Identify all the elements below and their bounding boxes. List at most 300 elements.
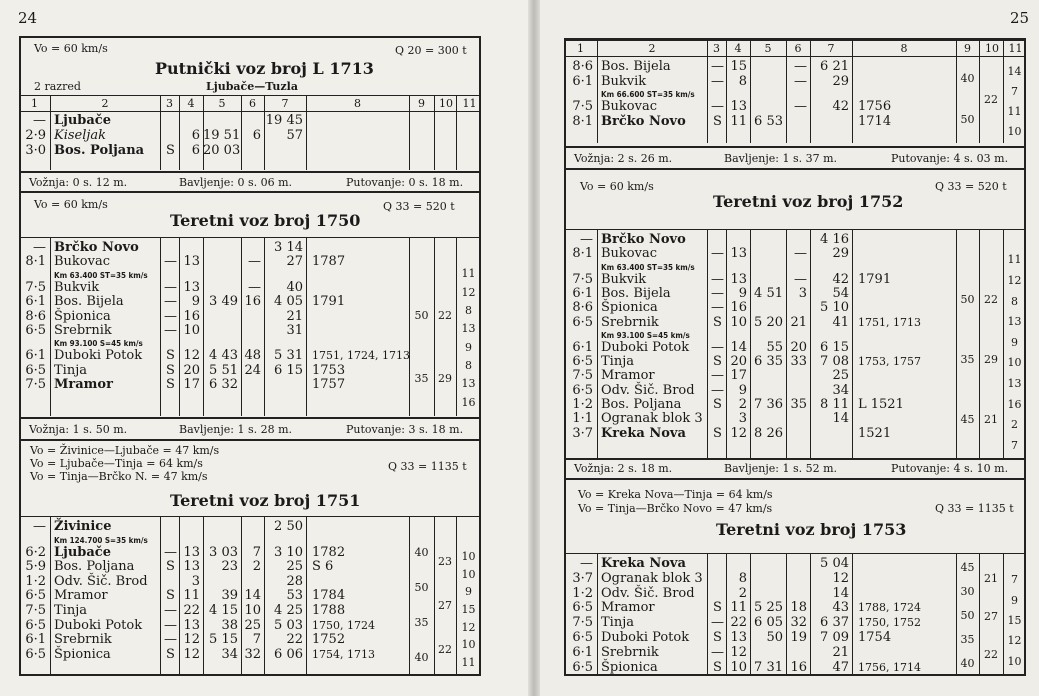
t1752-row-km: 3·7: [572, 425, 593, 441]
rtop-row-c3: —: [711, 99, 724, 115]
l1713-col-rule: [456, 111, 457, 170]
t1750-row-c3: —: [164, 254, 177, 270]
t1752-row-c4: 2: [738, 397, 747, 412]
t1750-title: Teretni voz broj 1750: [170, 211, 361, 230]
t1753-row-station: Duboki Potok: [601, 630, 690, 645]
t1751-q: Q 33 = 1135 t: [388, 460, 467, 473]
t1752-col11-value: 11: [1007, 253, 1022, 267]
l1713-row-c4: 6: [191, 128, 200, 143]
t1750-row-c7: 27: [286, 254, 303, 270]
t1751-row-station: Tinja: [54, 603, 87, 618]
t1752-row-c7: 7 08: [820, 354, 849, 370]
rtop-row-c7: 29: [832, 73, 849, 89]
t1751-row-c8: 1752: [312, 632, 346, 648]
t1752-row-c7: 34: [832, 382, 849, 398]
t1751-row-c7: 53: [286, 588, 303, 604]
t1753-row-c6: 32: [790, 615, 807, 631]
t1751-row-c5: 39: [221, 588, 238, 604]
l1713-row-c7: 19 45: [265, 113, 303, 128]
t1751-row-c3: —: [164, 617, 177, 633]
t1753-row-c6: 16: [790, 659, 807, 675]
t1752-col-rule: [707, 230, 708, 458]
t1753-row-station: Tinja: [601, 615, 634, 631]
l1713-putovanje: Putovanje: 0 s. 18 m.: [346, 176, 464, 189]
t1750-row-c3: —: [164, 323, 177, 338]
t1750-col11-value: 11: [461, 267, 476, 281]
t1753-row-c5: 7 31: [754, 659, 783, 675]
rtop-col-divider: [726, 40, 727, 56]
t1750-row-c8: 1791: [312, 294, 346, 310]
rtop-row-c3: S: [713, 113, 722, 129]
t1751-row-c7: 28: [286, 573, 303, 589]
t1752-row-station: Bos. Poljana: [601, 397, 682, 412]
l1713-title: Putnički voz broj L 1713: [155, 59, 374, 78]
t1752-row-c4: 13: [730, 246, 747, 262]
t1753-col9-value: 40: [960, 657, 975, 670]
t1751-row-c8: 1788: [312, 603, 346, 618]
t1751-row-c6: 32: [244, 646, 261, 662]
rtop-col-header-8: 8: [900, 42, 908, 55]
t1752-col11-value: 13: [1007, 315, 1022, 329]
t1752-row-c6: 35: [790, 397, 807, 412]
rtop-row-c5: 6 53: [754, 113, 783, 129]
rtop-row-c6: —: [794, 99, 807, 115]
t1753-col11-value: 15: [1007, 614, 1022, 627]
t1750-row-station: Duboki Potok: [54, 348, 143, 364]
t1752-col9-value: 35: [960, 353, 975, 366]
t1752-row-c4: 20: [730, 354, 747, 370]
rtop-col10-value: 22: [984, 93, 998, 106]
t1752-row-km: 6·5: [572, 354, 593, 370]
t1751-row-c7: 4 25: [274, 603, 303, 618]
t1752-row-c4: 13: [730, 271, 747, 287]
t1752-row-c3: —: [711, 271, 724, 287]
t1750-row-km: 6·5: [25, 362, 46, 378]
t1753-row-c4: 22: [730, 615, 747, 631]
t1752-km-note: Km 63.400 ST=35 km/s: [601, 262, 695, 272]
t1752-top: [564, 168, 1026, 170]
rtop-row-c4: 15: [730, 59, 747, 74]
t1753-row-station: Srebrnik: [601, 644, 659, 660]
rtop-end: [564, 146, 1026, 148]
t1752-row-c8: 1791: [858, 271, 892, 287]
t1751-row-c6: 10: [244, 603, 261, 618]
t1752-row-c3: —: [711, 300, 724, 316]
t1752-row-c3: S: [713, 425, 722, 441]
t1752-row-station: Bukvik: [601, 271, 647, 287]
t1752-row-c4: 9: [738, 382, 747, 398]
t1752-row-c6: —: [794, 271, 807, 287]
t1753-col9-value: 30: [960, 585, 975, 598]
t1753-row-station: Špionica: [601, 659, 658, 675]
l1713-row-km: 2·9: [25, 128, 46, 143]
rtop-col-header-9: 9: [964, 42, 971, 55]
l1713-class: 2 razred: [34, 80, 81, 93]
t1752-bavljenje: Bavljenje: 1 s. 52 m.: [724, 462, 838, 475]
page-number-left: 24: [18, 9, 38, 27]
l1750-top: [19, 191, 481, 193]
t1752-row-station: Duboki Potok: [601, 339, 690, 355]
t1753-row-c4: 10: [730, 659, 747, 675]
t1750-row-station: Brčko Novo: [54, 240, 139, 255]
l1713-end: [19, 171, 481, 173]
t1750-row-km: 6·5: [25, 323, 46, 338]
l1713-row-c6: 6: [252, 128, 261, 143]
t1750-row-c5: 5 51: [209, 362, 238, 378]
t1751-row-c5: 5 15: [209, 632, 238, 648]
page-number-right: 25: [1010, 9, 1030, 27]
rtop-km-note: Km 66.600 ST=35 km/s: [601, 90, 695, 100]
t1751-row-c8: 1782: [312, 544, 346, 560]
t1750-row-c6: 16: [244, 294, 261, 310]
t1750-row-c7: 31: [286, 323, 303, 338]
rtop-col11-value: 10: [1007, 125, 1022, 138]
t1750-row-station: Bukvik: [54, 279, 100, 295]
t1753-row-km: 6·5: [572, 659, 593, 675]
t1750-col-rule: [409, 238, 410, 416]
t1751-top: [19, 439, 481, 441]
rtop-row-c4: 13: [730, 99, 747, 115]
t1753-row-c3: S: [713, 659, 722, 675]
l1713-col-rule: [160, 111, 161, 170]
t1750-col11-value: 12: [461, 285, 476, 299]
t1751-col11-value: 11: [461, 656, 476, 670]
t1753-row-km: 6·1: [572, 644, 593, 660]
t1752-row-c8: 1751, 1713: [858, 315, 921, 329]
t1750-row-c7: 21: [286, 308, 303, 324]
l1713-row-station: Ljubače: [54, 113, 111, 128]
l1713-bavljenje: Bavljenje: 0 s. 06 m.: [179, 176, 293, 189]
t1750-row-c4: 10: [183, 323, 200, 338]
l1713-col-rule: [306, 111, 307, 170]
t1753-row-c3: S: [713, 600, 722, 616]
t1753-col11-value: 12: [1007, 634, 1022, 648]
t1751-col11-value: 9: [465, 585, 472, 599]
t1753-row-c7: 6 37: [820, 615, 849, 631]
l1713-header-bottom: [19, 111, 481, 112]
rtop-col-divider: [1003, 40, 1004, 56]
t1750-bavljenje: Bavljenje: 1 s. 28 m.: [179, 423, 293, 436]
t1750-row-c8: 1757: [312, 377, 346, 393]
t1751-row-c7: 5 03: [274, 617, 303, 633]
t1750-row-km: 6·1: [25, 294, 46, 310]
t1750-col11-value: 13: [461, 322, 476, 336]
t1753-row-c8: 1750, 1752: [858, 616, 921, 630]
t1752-col11-value: 13: [1007, 376, 1022, 390]
t1752-row-km: 8·1: [572, 246, 593, 262]
l1713-col-header-5: 5: [218, 97, 226, 110]
rtop-row-km: 8·6: [572, 59, 593, 74]
t1750-row-km: 8·1: [25, 254, 46, 270]
t1751-row-km: 5·9: [25, 559, 46, 575]
t1753-row-station: Kreka Nova: [601, 556, 686, 571]
t1753-col11-value: 10: [1007, 654, 1022, 668]
t1751-row-km: 6·5: [25, 617, 46, 633]
t1751-row-c8: 1754, 1713: [312, 647, 375, 661]
t1752-row-c8: L 1521: [858, 397, 904, 412]
t1753-col9-value: 35: [960, 633, 975, 646]
t1751-row-c6: 2: [252, 559, 261, 575]
t1753-row-c7: 5 04: [820, 556, 849, 571]
t1752-row-km: 6·1: [572, 285, 593, 301]
rtop-col-divider: [852, 40, 853, 56]
rtop-col11-value: 7: [1011, 85, 1018, 98]
t1751-row-c3: S: [166, 588, 175, 604]
t1752-row-c5: 8 26: [754, 425, 783, 441]
t1750-col11-value: 8: [465, 359, 472, 373]
t1751-col11-value: 10: [461, 638, 476, 652]
t1750-putovanje: Putovanje: 3 s. 18 m.: [346, 423, 464, 436]
rtop-col-rule: [956, 57, 957, 143]
t1752-row-c7: 5 10: [820, 300, 849, 316]
rtop-col-header-10: 10: [985, 42, 999, 55]
rtop-col-rule: [852, 57, 853, 143]
t1750-col-rule: [306, 238, 307, 416]
t1750-row-station: Mramor: [54, 377, 113, 393]
t1750-row-c4: 16: [183, 308, 200, 324]
t1752-row-c7: 42: [832, 271, 849, 287]
t1750-col-rule: [50, 238, 51, 416]
t1753-row-c4: 12: [730, 644, 747, 660]
t1752-row-c6: 33: [790, 354, 807, 370]
l1713-col-divider: [160, 95, 161, 111]
l1713-voznja: Vožnja: 0 s. 12 m.: [29, 176, 128, 189]
l1713-vo: Vo = 60 km/s: [34, 42, 108, 55]
rtop-col-rule: [597, 57, 598, 143]
t1751-vo-line: Vo = Ljubače—Tinja = 64 km/s: [30, 457, 203, 470]
t1752-row-c7: 25: [832, 368, 849, 384]
t1752-row-c4: 10: [730, 314, 747, 330]
t1751-row-c4: 3: [191, 573, 200, 589]
t1752-row-km: 6·5: [572, 314, 593, 330]
t1752-col11-value: 10: [1007, 356, 1022, 370]
rtop-col-divider: [597, 40, 598, 56]
t1752-row-km: —: [580, 232, 593, 247]
t1750-row-station: Bukovac: [54, 254, 111, 270]
t1751-row-km: 1·2: [25, 573, 46, 589]
t1753-row-c7: 47: [832, 659, 849, 675]
t1750-col10-value: 29: [438, 371, 452, 385]
t1751-col10-value: 27: [438, 599, 452, 612]
l1713-row-c7: 57: [286, 128, 303, 143]
t1750-col10-value: 22: [438, 309, 452, 323]
t1750-row-c5: 4 43: [209, 348, 238, 364]
t1751-row-km: 6·5: [25, 646, 46, 662]
t1753-col11-value: 9: [1011, 593, 1018, 607]
t1753-row-c5: 5 25: [754, 600, 783, 616]
t1751-col9-value: 40: [414, 545, 429, 559]
t1751-col11-value: 10: [461, 567, 476, 581]
t1752-row-km: 6·5: [572, 382, 593, 398]
t1752-row-station: Špionica: [601, 300, 658, 316]
t1752-row-km: 7·5: [572, 271, 593, 287]
t1752-col9-value: 50: [960, 293, 975, 306]
rtop-row-c4: 8: [738, 73, 747, 89]
t1750-row-km: 8·6: [25, 308, 46, 324]
rtop-col9-value: 50: [960, 112, 975, 126]
t1751-row-c3: S: [166, 559, 175, 575]
l1713-col-header-9: 9: [418, 97, 425, 110]
t1750-col9-value: 50: [414, 309, 429, 323]
t1751-row-c4: 13: [183, 559, 200, 575]
t1750-row-km: 7·5: [25, 279, 46, 295]
t1752-row-c3: —: [711, 339, 724, 355]
t1751-row-station: Špionica: [54, 646, 111, 662]
t1753-row-c4: 13: [730, 630, 747, 645]
t1753-row-c7: 14: [832, 585, 849, 601]
t1752-row-c6: 3: [798, 285, 807, 301]
t1753-row-c6: 18: [790, 600, 807, 616]
l1713-col-header-4: 4: [187, 97, 195, 110]
t1753-row-c6: 19: [790, 630, 807, 645]
t1751-row-station: Živinice: [54, 519, 112, 534]
t1752-row-km: 7·5: [572, 368, 593, 384]
t1753-row-c7: 21: [832, 644, 849, 660]
t1753-col11-value: 7: [1011, 573, 1018, 587]
t1752-row-c7: 8 11: [820, 397, 849, 412]
t1752-row-c3: —: [711, 285, 724, 301]
l1713-col-divider: [179, 95, 180, 111]
l1713-row-km: —: [33, 113, 46, 128]
t1751-row-c3: S: [166, 646, 175, 662]
rtop-row-station: Bukovac: [601, 99, 658, 115]
t1750-row-c3: —: [164, 279, 177, 295]
t1752-row-c6: —: [794, 246, 807, 262]
t1751-row-station: Srebrnik: [54, 632, 112, 648]
t1753-row-km: 3·7: [572, 570, 593, 586]
t1751-row-c7: 6 06: [274, 646, 303, 662]
t1751-row-c4: 11: [183, 588, 200, 604]
rtop-col-divider: [810, 40, 811, 56]
rtop-row-c3: —: [711, 59, 724, 74]
l1713-col-header-1: 1: [31, 97, 38, 110]
t1750-row-station: Tinja: [54, 362, 87, 378]
t1753-col-rule: [707, 554, 708, 676]
t1751-row-c7: 22: [286, 632, 303, 648]
t1752-row-c7: 41: [832, 314, 849, 330]
l1713-col-divider: [306, 95, 307, 111]
t1750-row-km: 6·1: [25, 348, 46, 364]
t1752-row-station: Kreka Nova: [601, 425, 686, 441]
t1752-q: Q 33 = 520 t: [935, 180, 1007, 193]
rtop-col-header-4: 4: [734, 42, 742, 55]
rtop-row-km: 7·5: [572, 99, 593, 115]
book-gutter: [528, 0, 540, 696]
l1713-route: Ljubače—Tuzla: [206, 80, 298, 93]
l1713-col-divider: [456, 95, 457, 111]
t1751-row-c7: 3 10: [274, 544, 303, 560]
t1753-row-c3: —: [711, 644, 724, 660]
t1750-row-c4: 12: [183, 348, 200, 364]
t1751-row-c8: 1784: [312, 588, 346, 604]
t1753-row-km: 6·5: [572, 630, 593, 645]
t1750-row-km: 7·5: [25, 377, 46, 393]
t1753-col9-value: 45: [960, 561, 975, 574]
t1750-row-c6: —: [248, 279, 261, 295]
l1713-col-header-3: 3: [166, 97, 173, 110]
l1713-col-rule: [50, 111, 51, 170]
t1750-col11-value: 13: [461, 377, 476, 391]
t1752-row-c3: S: [713, 354, 722, 370]
t1750-col11-value: 16: [461, 395, 476, 409]
rtop-row-c6: —: [794, 73, 807, 89]
t1750-row-c5: 3 49: [209, 294, 238, 310]
t1752-row-station: Srebrnik: [601, 314, 659, 330]
t1751-row-c5: 23: [221, 559, 238, 575]
t1750-row-c7: 6 15: [274, 362, 303, 378]
l1713-col-divider: [241, 95, 242, 111]
t1752-voznja: Vožnja: 2 s. 18 m.: [574, 462, 673, 475]
t1751-row-km: 6·5: [25, 588, 46, 604]
t1753-row-c4: 11: [730, 600, 747, 616]
t1751-row-c7: 2 50: [274, 519, 303, 534]
t1750-row-c4: 20: [183, 362, 200, 378]
l1713-col-divider: [203, 95, 204, 111]
l1713-col-header-6: 6: [249, 97, 256, 110]
l1713-col-divider: [50, 95, 51, 111]
t1752-col10-value: 29: [984, 353, 998, 366]
rtop-col9-value: 40: [960, 71, 975, 85]
t1752-row-station: Odv. Šič. Brod: [601, 382, 695, 398]
t1753-row-c5: 50: [766, 630, 783, 645]
t1753-row-c4: 2: [738, 585, 747, 601]
t1751-row-c4: 12: [183, 632, 200, 648]
t1752-row-c4: 16: [730, 300, 747, 316]
t1751-row-c3: —: [164, 632, 177, 648]
t1752-row-c7: 4 16: [820, 232, 849, 247]
t1753-row-c4: 8: [738, 570, 747, 586]
rtop-col-divider: [707, 40, 708, 56]
t1752-end: [564, 458, 1026, 460]
t1753-col9-value: 50: [960, 609, 975, 622]
t1750-row-km: —: [33, 240, 46, 255]
rtop-row-km: 6·1: [572, 73, 593, 89]
t1750-col11-value: 9: [465, 340, 472, 354]
t1753-top: [564, 478, 1026, 480]
t1751-row-c4: 12: [183, 646, 200, 662]
t1751-row-c4: 13: [183, 544, 200, 560]
t1752-row-c7: 6 15: [820, 339, 849, 355]
t1753-col-rule: [597, 554, 598, 676]
t1752-col11-value: 7: [1011, 438, 1018, 452]
rtop-row-station: Bos. Bijela: [601, 59, 671, 74]
t1752-col9-value: 45: [960, 413, 975, 426]
t1753-col10-value: 27: [984, 610, 998, 623]
t1750-row-c3: —: [164, 294, 177, 310]
t1752-row-c4: 3: [738, 411, 747, 427]
rtop-col-divider: [750, 40, 751, 56]
rtop-col-rule: [707, 57, 708, 143]
t1753-row-km: 7·5: [572, 615, 593, 631]
t1750-row-c7: 40: [286, 279, 303, 295]
t1753-row-c7: 43: [832, 600, 849, 616]
rtop-row-station: Brčko Novo: [601, 113, 686, 129]
t1752-col11-value: 12: [1007, 273, 1022, 287]
l1713-row-c3: S: [166, 143, 175, 158]
t1752-row-km: 1·2: [572, 397, 593, 412]
t1753-row-c3: —: [711, 615, 724, 631]
t1751-row-c3: —: [164, 603, 177, 618]
t1753-vo-line: Vo = Kreka Nova—Tinja = 64 km/s: [578, 488, 773, 501]
t1751-row-c8: 1750, 1724: [312, 618, 375, 632]
t1750-end: [19, 417, 481, 419]
t1751-vo-line: Vo = Tinja—Brčko N. = 47 km/s: [30, 470, 208, 483]
t1753-row-c3: S: [713, 630, 722, 645]
rtop-row-c3: —: [711, 73, 724, 89]
t1753-title: Teretni voz broj 1753: [716, 520, 907, 539]
t1751-col-rule: [50, 517, 51, 676]
t1752-row-c5: 7 36: [754, 397, 783, 412]
